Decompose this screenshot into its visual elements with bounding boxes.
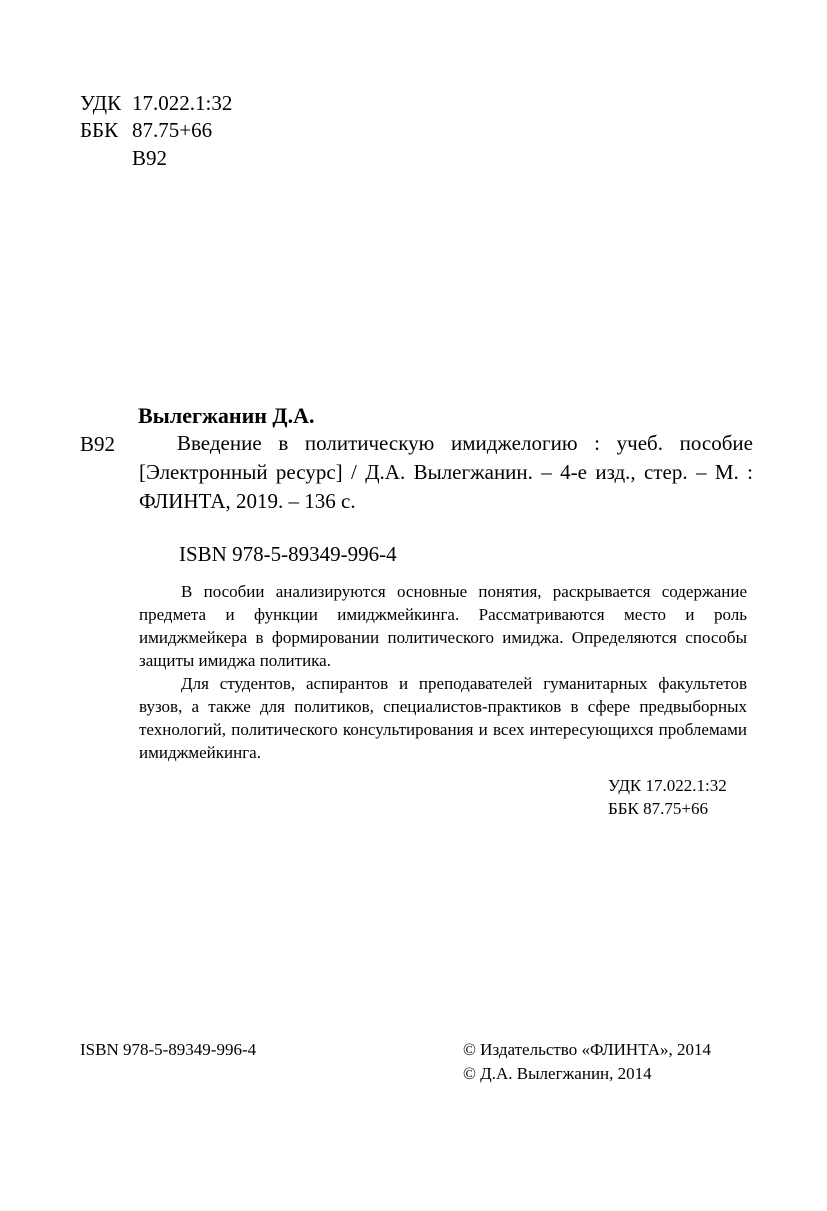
author-heading: Вылегжанин Д.А. bbox=[138, 403, 315, 428]
udk-value: 17.022.1:32 bbox=[132, 91, 233, 115]
copyright-publisher: © Издательство «ФЛИНТА», 2014 bbox=[463, 1040, 712, 1059]
author-mark-card: В92 bbox=[80, 432, 116, 456]
bibliographic-description: Введение в политическую имиджелогию : учеб. пособие [Электронный ресурс] / Д.А. Вылегжанин. – 4-е изд., стер. – М. : ФЛИНТА, 2019. – 136 с. bbox=[139, 431, 753, 513]
bbk-repeat: ББК 87.75+66 bbox=[608, 799, 708, 818]
annotation-paragraph: Для студентов, аспирантов и преподавателей гуманитарных факультетов вузов, а также для политиков, специалистов-практиков в сфере предвыборных технологий, политического консультирования и всех интересующихся проблемами имиджмейкинга. bbox=[139, 674, 747, 762]
annotation bbox=[139, 580, 747, 764]
bbk-label: ББК bbox=[80, 118, 119, 142]
udk-line bbox=[80, 90, 232, 116]
isbn-footer: ISBN 978-5-89349-996-4 bbox=[80, 1040, 257, 1059]
copyright-author: © Д.А. Вылегжанин, 2014 bbox=[463, 1064, 652, 1083]
bbk-line bbox=[80, 117, 212, 143]
udk-label: УДК bbox=[80, 91, 122, 115]
bbk-value: 87.75+66 bbox=[132, 118, 213, 142]
udk-repeat: УДК 17.022.1:32 bbox=[608, 776, 727, 795]
author-mark-top: В92 bbox=[132, 146, 168, 170]
annotation-paragraph: В пособии анализируются основные понятия, раскрывается содержание предмета и функции имиджмейкинга. Рассматриваются место и роль имиджмейкера в формировании политического имиджа. Определяются способы защиты имиджа политика. bbox=[139, 582, 747, 670]
isbn-card: ISBN 978-5-89349-996-4 bbox=[179, 542, 397, 566]
